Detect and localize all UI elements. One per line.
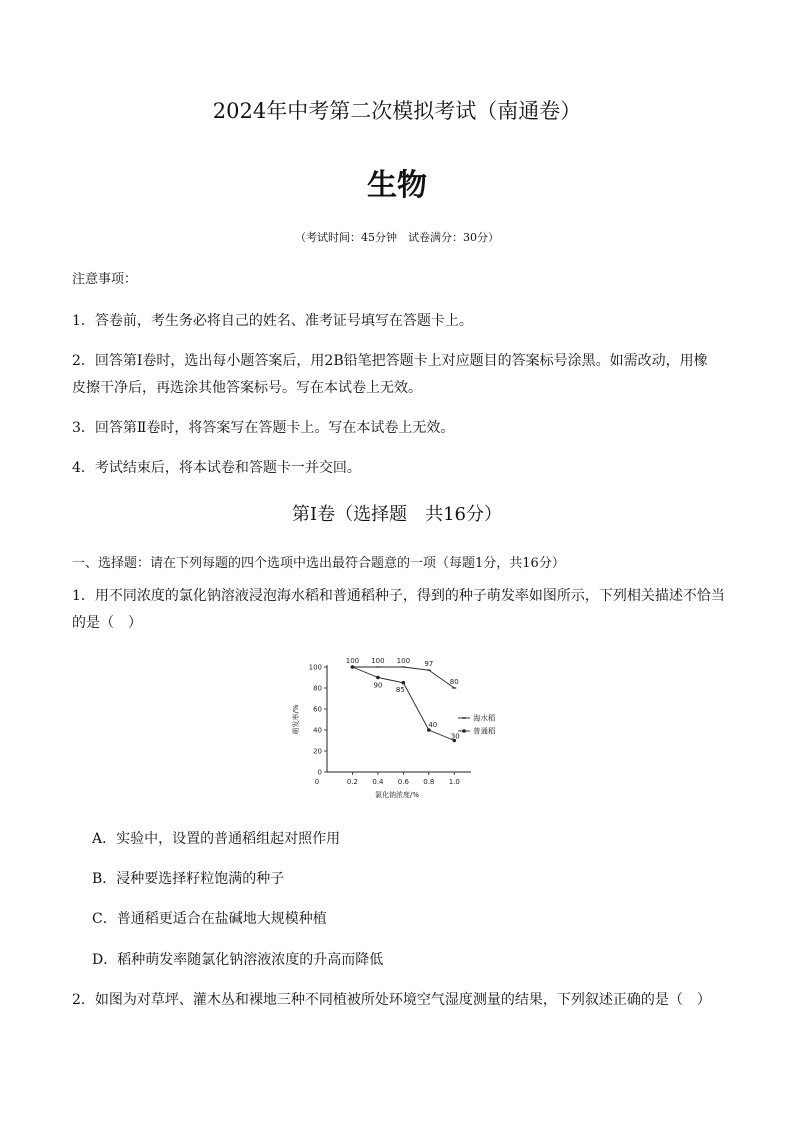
option-a: A．实验中，设置的普通稻组起对照作用 bbox=[92, 831, 341, 847]
data-label: 30 bbox=[450, 732, 460, 741]
x-axis-label: 氯化钠浓度/% bbox=[374, 791, 420, 799]
data-point bbox=[351, 665, 355, 669]
data-label: 90 bbox=[373, 681, 383, 690]
option-d: D．稻种萌发率随氯化钠溶液浓度的升高而降低 bbox=[92, 952, 384, 968]
legend-label: 普通稻 bbox=[473, 726, 496, 736]
exam-title: 2024年中考第二次模拟考试（南通卷） bbox=[212, 99, 582, 123]
y-tick-label: 80 bbox=[313, 684, 322, 693]
y-tick-label: 40 bbox=[313, 726, 322, 735]
data-point bbox=[376, 676, 380, 680]
x-tick-label: 0.8 bbox=[423, 778, 435, 786]
section-instruction: 一、选择题：请在下列每题的四个选项中选出最符合题意的一项（每题1分，共16分） bbox=[72, 556, 565, 571]
data-label: 97 bbox=[424, 660, 434, 669]
legend-label: 海水稻 bbox=[473, 713, 496, 723]
question-1-line-1: 1．用不同浓度的氯化钠溶液浸泡海水稻和普通稻种子，得到的种子萌发率如图所示，下列相关描述不恰当 bbox=[72, 588, 725, 604]
question-1-line-2: 的是（ ） bbox=[72, 615, 142, 631]
note-item: 皮擦干净后，再选涂其他答案标号。写在本试卷上无效。 bbox=[72, 380, 422, 396]
x-tick-label: 0.4 bbox=[372, 778, 384, 786]
data-point bbox=[402, 681, 406, 685]
x-tick-label: 0.2 bbox=[346, 778, 359, 786]
legend-marker bbox=[462, 729, 466, 733]
data-label: 100 bbox=[345, 657, 360, 665]
y-tick-label: 0 bbox=[317, 768, 322, 777]
option-b: B．浸种要选择籽粒饱满的种子 bbox=[92, 871, 285, 887]
data-label: 100 bbox=[371, 657, 385, 665]
data-label: 40 bbox=[428, 721, 438, 729]
y-tick-label: 20 bbox=[313, 747, 322, 756]
option-c: C．普通稻更适合在盐碱地大规模种植 bbox=[92, 911, 327, 927]
series-line-putongdao bbox=[352, 667, 454, 741]
data-label: 85 bbox=[395, 685, 405, 694]
y-tick-label: 100 bbox=[308, 663, 322, 672]
note-item: 4．考试结束后，将本试卷和答题卡一并交回。 bbox=[72, 460, 361, 476]
data-label: 100 bbox=[396, 657, 411, 665]
note-item: 1．答卷前，考生务必将自己的姓名、准考证号填写在答题卡上。 bbox=[72, 313, 473, 329]
x-tick-label: 0 bbox=[314, 778, 320, 786]
x-tick-label: 0.6 bbox=[397, 778, 409, 786]
note-item: 2．回答第Ⅰ卷时，选出每小题答案后，用2B铅笔把答题卡上对应题目的答案标号涂黑。如需改动，用橡 bbox=[72, 353, 708, 369]
y-tick-label: 60 bbox=[313, 705, 322, 714]
y-axis-label: 萌发率/% bbox=[292, 704, 300, 735]
exam-info: （考试时间：45分钟 试卷满分：30分） bbox=[295, 231, 499, 244]
question-2-line-1: 2．如图为对草坪、灌木丛和裸地三种不同植被所处环境空气湿度测量的结果，下列叙述正确的是（ ） bbox=[72, 992, 711, 1008]
data-label: 80 bbox=[449, 678, 459, 686]
subject-title: 生物 bbox=[367, 168, 427, 203]
germination-chart bbox=[290, 650, 510, 802]
x-tick-label: 1.0 bbox=[448, 778, 460, 786]
notes-heading: 注意事项： bbox=[72, 272, 138, 287]
section-title: 第Ⅰ卷（选择题 共16分） bbox=[291, 504, 502, 525]
note-item: 3．回答第Ⅱ卷时，将答案写在答题卡上。写在本试卷上无效。 bbox=[72, 420, 455, 436]
